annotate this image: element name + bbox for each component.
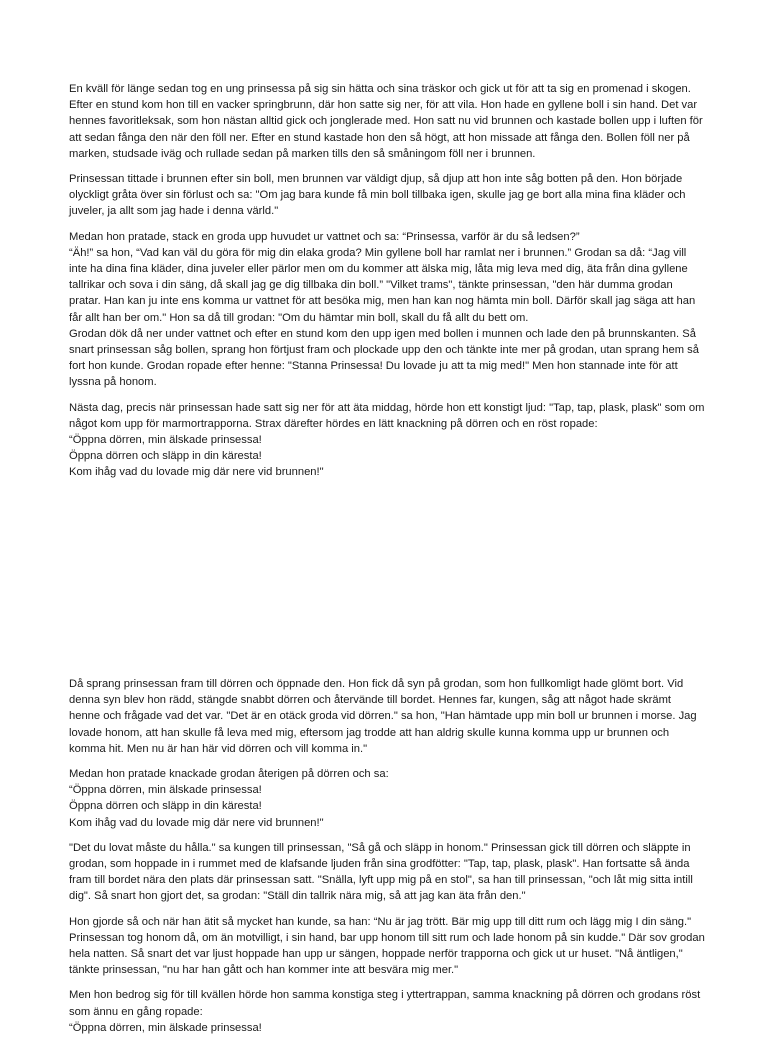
text-section-one [69,81,705,490]
paragraph: Då sprang prinsessan fram till dörren och öppnade den. Hon fick då syn på grodan, som hon fullkomligt hade glömt bort. Vid denna syn blev hon rädd, stängde snabbt dörren och återvände till bordet. Hennes far, kungen, såg att något hade skrämt henne och frågade vad det var. "Det är en otäck groda vid dörren." sa hon, "Han hämtade upp min boll ur brunnen i morse. Jag lovade honom, att han skulle få leva med mig, eftersom jag trodde att han aldrig skulle kunna komma upp ur brunnen och komma hit. Men nu är han här vid dörren och vill komma in." [69,678,697,755]
paragraph: Medan hon pratade knackade grodan återigen på dörren och sa: “Öppna dörren, min älskade prinsessa! Öppna dörren och släpp in din käresta! Kom ihåg vad du lovade mig där nere vid brunnen!" [69,768,389,829]
paragraph: Medan hon pratade, stack en groda upp huvudet ur vattnet och sa: “Prinsessa, varför är du så ledsen?” “Äh!” sa hon, “Vad kan väl du göra för mig din elaka groda? Min gyllene boll har ramlat ner i brunnen.” Grodan sa då: “Jag vill inte ha dina fina kläder, dina juveler eller pärlor men om du kommer att älska mig, låta mig leva med dig, äta från dina gyllene tallrikar och sova i din säng, då skall jag ge dig tillbaka din boll.” "Vilket trams", tänkte prinsessan, "den här dumma grodan pratar. Han kan ju inte ens komma ur vattnet för att besöka mig, men han kan nog hämta min boll. Därför skall jag säga att han får allt han ber om." Hon sa då till grodan: "Om du hämtar min boll, skall du få allt du bett om. Grodan dök då ner under vattnet och efter en stund kom den upp igen med bollen i munnen och lade den på brunnskanten. Så snart prinsessan såg bollen, sprang hon förtjust fram och plockade upp den och tänkte inte mer på grodan, utan sprang hem så fort hon kunde. Grodan ropade efter henne: "Stanna Prinsessa! Du lovade ju att ta mig med!" Men hon stannade inte för att lyssna på honom. [69,230,699,389]
text-section-two [69,676,705,1045]
paragraph: Hon gjorde så och när han ätit så mycket han kunde, sa han: “Nu är jag trött. Bär mig upp till ditt rum och lägg mig I din säng." Prinsessan tog honom då, om än motvilligt, i sin hand, bar upp honom till sitt rum och lade honom på sin kudde." Där sov grodan hela natten. Så snart det var ljust hoppade han upp ur sängen, hoppade nerför trapporna och gick ut ur huset. "Nå äntligen," tänkte prinsessan, "nu har han gått och han kommer inte att besvära mig mer." [69,915,705,977]
paragraph: Nästa dag, precis när prinsessan hade satt sig ner för att äta middag, hörde hon ett konstigt ljud: "Tap, tap, plask, plask" som om något kom upp för marmortrapporna. Strax därefter hördes en lätt knackning på dörren och en röst ropade: “Öppna dörren, min älskade prinsessa! Öppna dörren och släpp in din käresta! Kom ihåg vad du lovade mig där nere vid brunnen!" [69,401,705,479]
paragraph: Men hon bedrog sig för till kvällen hörde hon samma konstiga steg i yttertrappan, samma knackning på dörren och grodans röst som ännu en gång ropade: “Öppna dörren, min älskade prinsessa! [69,989,701,1034]
paragraph: Prinsessan tittade i brunnen efter sin boll, men brunnen var väldigt djup, så djup att hon inte såg botten på den. Hon började olyckligt gråta över sin förlust och sa: "Om jag bara kunde få min boll tillbaka igen, skulle jag ge bort alla mina fina kläder och juveler, ja allt som jag hade i denna värld." [69,173,686,218]
paragraph: En kväll för länge sedan tog en ung prinsessa på sig sin hätta och sina träskor och gick ut för att ta sig en promenad i skogen. Efter en stund kom hon till en vacker springbrunn, där hon satte sig ner, för att vila. Hon hade en gyllene boll i sin hand. Det var hennes favoritleksak, som hon nästan alltid gick och jonglerade med. Hon satt nu vid brunnen och kastade bollen upp i luften för att sedan fånga den när den föll ner. Efter en stund kastade hon den så högt, att hon missade att fånga den. Bollen föll ner på marken, studsade iväg och rullade sedan på marken tills den så småningom föll ner i brunnen. [69,83,703,160]
paragraph: "Det du lovat måste du hålla." sa kungen till prinsessan, "Så gå och släpp in honom." Prinsessan gick till dörren och släppte in grodan, som hoppade in i rummet med de klafsande ljuden från sina grodfötter: "Tap, tap, plask, plask". Han fortsatte så ända fram till bordet nära den plats där prinsessan satt. "Snälla, lyft upp mig på en stol", sa han till prinsessan, "och låt mig sitta intill dig". Så snart hon gjort det, sa grodan: "Ställ din tallrik nära mig, så att jag kan äta från den." [69,841,693,903]
